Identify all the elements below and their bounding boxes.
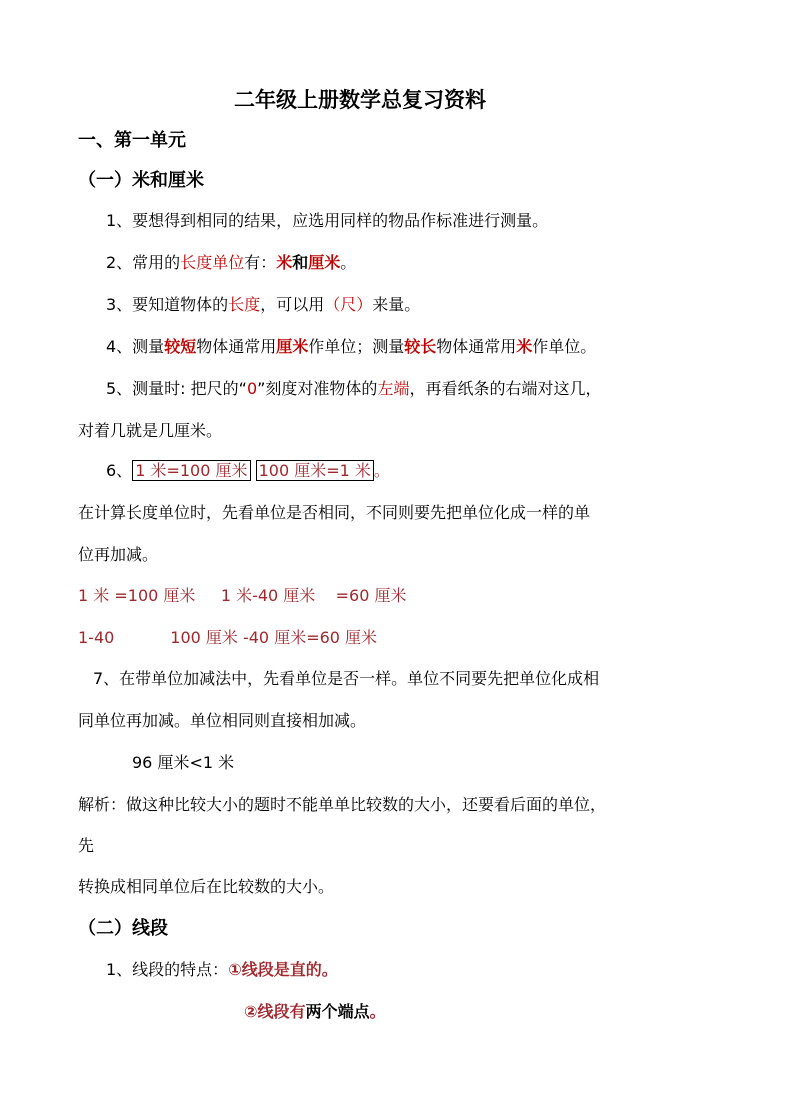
item4-short: 较短: [164, 337, 197, 356]
item3-ruler: （尺）: [324, 295, 373, 314]
item3-length: 长度: [228, 295, 261, 314]
item2-m: 米: [276, 253, 293, 272]
item5-p3: ，再看纸条的右端对这几，: [409, 379, 602, 398]
point2-black: 两个端点: [305, 1002, 370, 1021]
sub2-item1-point2: [244, 1001, 386, 1023]
item2-cm: 厘米: [308, 253, 341, 272]
sub1-item2: [106, 252, 356, 274]
item3-prefix: 3、要知道物体的: [106, 295, 229, 314]
sub2-item1-point1: ①线段是直的。: [228, 960, 338, 979]
item4-p1: 4、测量: [106, 337, 165, 356]
item6-end: 。: [373, 461, 390, 480]
item2-prefix: 2、常用的: [106, 253, 181, 272]
item6-box1: 1 米=100 厘米: [132, 460, 250, 481]
item4-p5: 作单位。: [532, 337, 597, 356]
sub1-item6: [106, 460, 390, 482]
item4-cm: 厘米: [276, 337, 309, 356]
sub2-item1: [106, 959, 338, 981]
example-2: 1-40 100 厘米 -40 厘米=60 厘米: [78, 628, 378, 647]
item4-long: 较长: [404, 337, 437, 356]
item2-end: 。: [340, 253, 357, 272]
analysis-line2: 先: [78, 836, 95, 855]
item6-box2: 100 厘米=1 米: [256, 460, 374, 481]
item2-mid: 有：: [244, 253, 277, 272]
item3-mid: ，可以用: [260, 295, 325, 314]
sub1-item5-line2: 对着几就是几厘米。: [78, 421, 223, 440]
example-1: 1 米 =100 厘米 1 米-40 厘米 =60 厘米: [78, 586, 407, 605]
item4-m: 米: [516, 337, 533, 356]
item4-p3: 作单位；测量: [308, 337, 405, 356]
sub1-item1: 1、要想得到相同的结果，应选用同样的物品作标准进行测量。: [106, 211, 549, 230]
item5-p2: ”刻度对准物体的: [257, 379, 378, 398]
sub1-heading: （一）米和厘米: [78, 170, 204, 191]
item5-p1: 5、测量时: 把尺的“: [106, 379, 247, 398]
item2-and: 和: [292, 253, 309, 272]
item4-p2: 物体通常用: [196, 337, 277, 356]
point2-red: ②线段有: [244, 1002, 306, 1021]
sub1-item3: [106, 294, 420, 316]
sub2-heading: （二）线段: [78, 918, 168, 939]
item5-left: 左端: [377, 379, 410, 398]
sub2-item1-prefix: 1、线段的特点：: [106, 960, 229, 979]
sub1-item4: [106, 336, 596, 358]
item3-end: 来量。: [372, 295, 421, 314]
item5-zero: 0: [246, 379, 258, 398]
point2-end: 。: [369, 1002, 386, 1021]
page-title: 二年级上册数学总复习资料: [234, 87, 486, 112]
sub1-item7-line2: 同单位再加减。单位相同则直接相加减。: [78, 711, 367, 730]
analysis-line1: 解析：做这种比较大小的题时不能单单比较数的大小，还要看后面的单位，: [78, 795, 607, 814]
sub1-item7-line1: 7、在带单位加减法中，先看单位是否一样。单位不同要先把单位化成相: [93, 669, 600, 688]
analysis-line3: 转换成相同单位后在比较数的大小。: [78, 877, 335, 896]
explain-line1: 在计算长度单位时，先看单位是否相同，不同则要先把单位化成一样的单: [78, 503, 591, 522]
item6-num: 6、: [106, 461, 133, 480]
sub1-item5: [106, 378, 601, 400]
item2-unit-term: 长度单位: [180, 253, 245, 272]
item4-p4: 物体通常用: [436, 337, 517, 356]
explain-line2: 位再加减。: [78, 545, 159, 564]
unit1-heading: 一、第一单元: [78, 130, 186, 151]
compare-example: 96 厘米<1 米: [132, 753, 235, 772]
